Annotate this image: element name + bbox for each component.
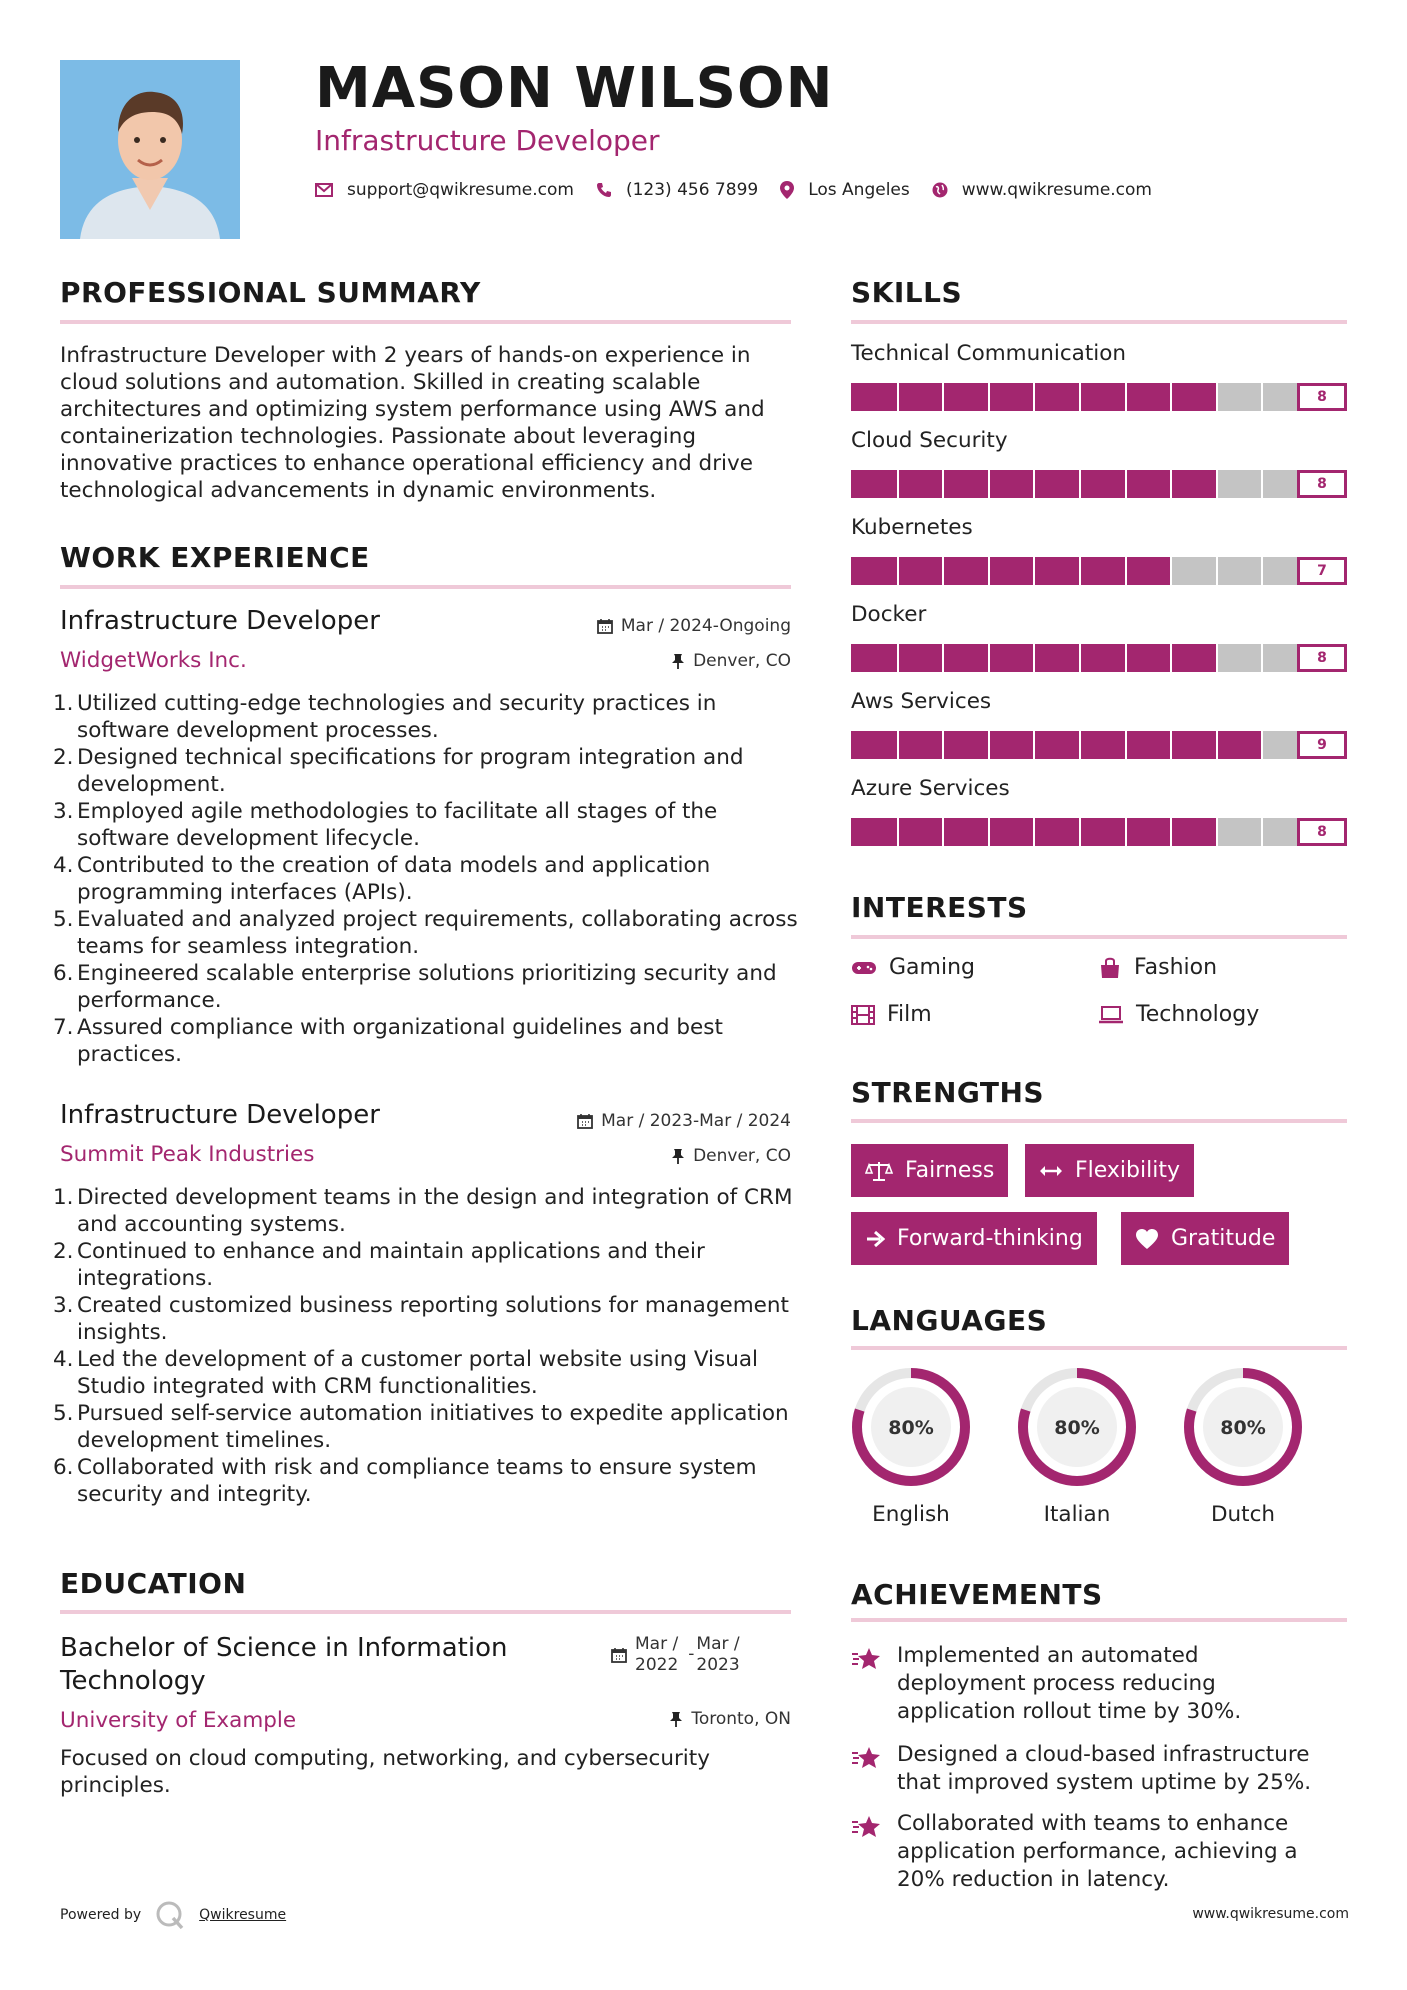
list-number: 6.	[53, 1455, 74, 1480]
language-ring	[849, 1365, 973, 1493]
list-item	[53, 798, 800, 852]
star-badge-icon	[851, 1646, 883, 1672]
list-item	[53, 1400, 800, 1454]
skill-bar-tick	[1261, 557, 1263, 585]
skill-bar-tick	[897, 644, 899, 672]
pushpin-icon	[671, 653, 685, 669]
list-item	[53, 1184, 800, 1238]
calendar-icon	[577, 1113, 593, 1129]
strength-label: Forward-thinking	[897, 1226, 1083, 1251]
phone-icon	[596, 182, 612, 198]
achievement-text: Implemented an automated deployment process reducing application rollout time by 30%.	[897, 1643, 1242, 1724]
list-number: 2.	[53, 745, 74, 770]
list-text: Employed agile methodologies to facilitate all stages of the software development lifecycle.	[77, 799, 718, 851]
job-bullet-list	[53, 1184, 800, 1508]
skill-bar-tick	[942, 731, 944, 759]
language-ring	[1181, 1365, 1305, 1493]
education-heading: EDUCATION	[60, 1567, 247, 1600]
star-badge-icon	[851, 1745, 883, 1771]
education-location-text: Toronto, ON	[691, 1709, 791, 1729]
list-item	[53, 906, 800, 960]
contact-phone-text: (123) 456 7899	[625, 180, 759, 200]
skill-score: 9	[1297, 731, 1347, 759]
list-text: Contributed to the creation of data models and application programming interfaces (APIs).	[77, 853, 711, 905]
achievements-heading: ACHIEVEMENTS	[851, 1578, 1103, 1611]
skill-bar-tick	[1216, 644, 1218, 672]
language-percent: 80%	[1220, 1417, 1266, 1439]
skill-bar-tick	[1125, 644, 1127, 672]
list-text: Designed technical specifications for program integration and development.	[77, 745, 744, 797]
contact-website-text: www.qwikresume.com	[961, 180, 1152, 200]
job-bullet-list	[53, 690, 800, 1068]
contact-website[interactable]	[932, 180, 1152, 200]
pushpin-icon	[669, 1711, 683, 1727]
candidate-name: MASON WILSON	[315, 56, 834, 121]
list-number: 4.	[53, 853, 74, 878]
skill-bar-tick	[1125, 731, 1127, 759]
skill-bar-tick	[897, 557, 899, 585]
skill-bar-tick	[1216, 818, 1218, 846]
list-text: Utilized cutting-edge technologies and security practices in software development processes.	[77, 691, 717, 743]
skill-bar-tick	[1170, 383, 1172, 411]
achievement-item	[851, 1741, 1331, 1797]
education-school: University of Example	[60, 1708, 297, 1733]
skill-bar	[851, 818, 1307, 846]
list-text: Engineered scalable enterprise solutions prioritizing security and performance.	[77, 961, 777, 1013]
skill-bar-tick	[988, 557, 990, 585]
achievement-item	[851, 1810, 1331, 1894]
skill-bar-tick	[897, 383, 899, 411]
education-dates	[611, 1634, 740, 1676]
languages-heading: LANGUAGES	[851, 1304, 1048, 1337]
skill-name: Docker	[851, 602, 927, 627]
skill-score: 8	[1297, 470, 1347, 498]
interest-label: Film	[887, 1002, 932, 1027]
job-dates-text: Mar / 2023-Mar / 2024	[601, 1111, 791, 1131]
interest-label: Technology	[1136, 1002, 1260, 1027]
list-text: Collaborated with risk and compliance teams to ensure system security and integrity.	[77, 1455, 757, 1507]
skill-bar	[851, 470, 1307, 498]
strength-badge-flexibility	[1025, 1144, 1194, 1197]
skill-bar-tick	[1079, 644, 1081, 672]
strength-label: Gratitude	[1171, 1226, 1276, 1251]
list-text: Assured compliance with organizational guidelines and best practices.	[77, 1015, 723, 1067]
skill-bar-tick	[1170, 557, 1172, 585]
footer-website[interactable]: www.qwikresume.com	[1192, 1906, 1349, 1922]
skill-bar-tick	[897, 731, 899, 759]
job-location	[671, 1146, 791, 1166]
skill-bar-tick	[1033, 557, 1035, 585]
interest-film	[851, 1002, 932, 1027]
contact-email[interactable]	[315, 180, 574, 200]
list-text: Led the development of a customer portal website using Visual Studio integrated with CRM functionalities.	[77, 1347, 759, 1399]
job-location	[671, 651, 791, 671]
skill-name: Cloud Security	[851, 428, 1008, 453]
map-pin-icon	[780, 181, 794, 199]
education-date-dash: -	[688, 1644, 695, 1664]
heart-icon	[1135, 1228, 1159, 1250]
gamepad-icon	[851, 960, 877, 976]
list-item	[53, 852, 800, 906]
skill-bar-tick	[1170, 818, 1172, 846]
skill-name: Azure Services	[851, 776, 1010, 801]
list-number: 5.	[53, 1401, 74, 1426]
skill-name: Technical Communication	[851, 341, 1127, 366]
film-icon	[851, 1005, 875, 1025]
list-item	[53, 1346, 800, 1400]
education-description: Focused on cloud computing, networking, and cybersecurity principles.	[60, 1746, 710, 1798]
list-number: 2.	[53, 1239, 74, 1264]
education-degree: Bachelor of Science in Information Technology	[60, 1633, 508, 1696]
skill-bar-tick	[942, 470, 944, 498]
skill-score: 7	[1297, 557, 1347, 585]
contact-location-text: Los Angeles	[808, 180, 910, 200]
education-start-year: 2022	[635, 1655, 679, 1675]
job-company: WidgetWorks Inc.	[60, 648, 247, 673]
skills-heading: SKILLS	[851, 276, 963, 309]
job-dates	[597, 616, 791, 636]
education-location	[669, 1709, 791, 1729]
list-number: 3.	[53, 1293, 74, 1318]
skill-bar-tick	[1170, 644, 1172, 672]
language-name: Italian	[1043, 1502, 1111, 1527]
interest-gaming	[851, 955, 975, 980]
achievements-rule	[851, 1618, 1347, 1622]
shopping-bag-icon	[1098, 956, 1122, 980]
list-number: 4.	[53, 1347, 74, 1372]
list-item	[53, 1454, 800, 1508]
skill-score: 8	[1297, 383, 1347, 411]
summary-heading: PROFESSIONAL SUMMARY	[60, 276, 481, 309]
achievement-text: Designed a cloud-based infrastructure that improved system uptime by 25%.	[897, 1742, 1312, 1795]
brand-link[interactable]: Qwikresume	[199, 1907, 287, 1923]
interest-technology	[1098, 1002, 1259, 1027]
interest-label: Gaming	[889, 955, 975, 980]
laptop-icon	[1098, 1006, 1124, 1024]
skill-bar-fill	[851, 557, 1170, 585]
languages-rule	[851, 1346, 1347, 1350]
contact-phone[interactable]	[596, 180, 758, 200]
skill-bar-fill	[851, 731, 1261, 759]
skill-bar-tick	[1033, 644, 1035, 672]
summary-text: Infrastructure Developer with 2 years of hands-on experience in cloud solutions and automation. Skilled in creating scalable architectures and optimizing system performance using AWS and containerization technologies. Passionate about leveraging innovative practices to enhance operational efficiency and drive technological advancements in dynamic environments.	[60, 343, 765, 503]
strength-badge-fairness	[851, 1144, 1008, 1197]
skill-bar-tick	[1125, 470, 1127, 498]
skill-bar-tick	[988, 731, 990, 759]
strength-badge-forward-thinking	[851, 1212, 1097, 1265]
list-text: Evaluated and analyzed project requirements, collaborating across teams for seamless integration.	[77, 907, 798, 959]
skill-bar-tick	[1261, 818, 1263, 846]
list-item	[53, 1292, 800, 1346]
interests-rule	[851, 935, 1347, 939]
skill-bar-tick	[942, 644, 944, 672]
profile-photo	[60, 60, 240, 239]
list-item	[53, 1238, 800, 1292]
skill-bar-tick	[897, 818, 899, 846]
arrow-right-icon	[865, 1230, 885, 1248]
skill-score: 8	[1297, 818, 1347, 846]
list-number: 6.	[53, 961, 74, 986]
achievement-item	[851, 1642, 1331, 1726]
experience-heading: WORK EXPERIENCE	[60, 541, 370, 574]
skill-bar	[851, 383, 1307, 411]
job-title: Infrastructure Developer	[60, 606, 380, 636]
summary-rule	[60, 320, 791, 324]
skill-bar-tick	[942, 383, 944, 411]
candidate-role: Infrastructure Developer	[315, 124, 660, 157]
job-company: Summit Peak Industries	[60, 1142, 315, 1167]
skill-bar-tick	[1261, 470, 1263, 498]
strength-label: Flexibility	[1075, 1158, 1180, 1183]
powered-by-label: Powered by	[60, 1907, 142, 1923]
skill-bar-tick	[1033, 383, 1035, 411]
list-item	[53, 960, 800, 1014]
achievement-text: Collaborated with teams to enhance application performance, achieving a 20% reduction in latency.	[897, 1811, 1298, 1892]
footer-powered-by	[60, 1900, 286, 1930]
list-number: 3.	[53, 799, 74, 824]
job-title: Infrastructure Developer	[60, 1100, 380, 1130]
skill-bar-tick	[1216, 383, 1218, 411]
job-location-text: Denver, CO	[693, 651, 791, 671]
skill-bar-tick	[1033, 470, 1035, 498]
pushpin-icon	[671, 1148, 685, 1164]
qwikresume-logo-icon	[155, 1900, 185, 1930]
contact-email-text: support@qwikresume.com	[347, 180, 574, 200]
interests-heading: INTERESTS	[851, 891, 1028, 924]
skill-bar-tick	[1079, 470, 1081, 498]
calendar-icon	[597, 618, 613, 634]
strengths-heading: STRENGTHS	[851, 1076, 1045, 1109]
education-end-year: 2023	[696, 1655, 740, 1675]
skill-bar-tick	[1216, 557, 1218, 585]
arrows-horizontal-icon	[1039, 1164, 1063, 1178]
skill-bar-tick	[897, 470, 899, 498]
strengths-rule	[851, 1119, 1347, 1123]
skill-name: Kubernetes	[851, 515, 973, 540]
list-number: 7.	[53, 1015, 74, 1040]
skill-bar-tick	[1125, 383, 1127, 411]
interest-fashion	[1098, 955, 1217, 980]
skill-bar-tick	[1170, 470, 1172, 498]
skill-bar	[851, 557, 1307, 585]
skill-bar	[851, 644, 1307, 672]
skill-bar-tick	[1079, 731, 1081, 759]
skill-bar-tick	[1170, 731, 1172, 759]
skill-score: 8	[1297, 644, 1347, 672]
language-percent: 80%	[1054, 1417, 1100, 1439]
list-number: 1.	[53, 1185, 74, 1210]
star-badge-icon	[851, 1814, 883, 1840]
education-rule	[60, 1610, 791, 1614]
experience-rule	[60, 585, 791, 589]
balance-scale-icon	[865, 1160, 893, 1182]
skill-bar-tick	[988, 818, 990, 846]
skill-bar-tick	[1261, 383, 1263, 411]
skill-bar-tick	[1079, 557, 1081, 585]
skill-bar-tick	[988, 644, 990, 672]
contact-bar	[315, 180, 1174, 200]
skill-bar-tick	[988, 383, 990, 411]
skill-bar-tick	[1033, 731, 1035, 759]
interest-label: Fashion	[1134, 955, 1218, 980]
skill-bar-tick	[1261, 731, 1263, 759]
list-number: 1.	[53, 691, 74, 716]
skill-bar-tick	[1079, 818, 1081, 846]
skills-rule	[851, 320, 1347, 324]
strength-label: Fairness	[905, 1158, 995, 1183]
skill-bar-tick	[988, 470, 990, 498]
list-number: 5.	[53, 907, 74, 932]
skill-bar-tick	[942, 557, 944, 585]
language-name: Dutch	[1210, 1502, 1276, 1527]
job-location-text: Denver, CO	[693, 1146, 791, 1166]
language-ring	[1015, 1365, 1139, 1493]
calendar-icon	[611, 1647, 627, 1663]
job-dates-text: Mar / 2024-Ongoing	[620, 616, 791, 636]
list-text: Continued to enhance and maintain applications and their integrations.	[77, 1239, 705, 1291]
list-text: Created customized business reporting solutions for management insights.	[77, 1293, 789, 1345]
skill-bar-tick	[1216, 731, 1218, 759]
skill-bar	[851, 731, 1307, 759]
list-item	[53, 690, 800, 744]
education-end-month: Mar /	[696, 1634, 740, 1654]
job-dates	[577, 1111, 791, 1131]
skill-bar-tick	[1079, 383, 1081, 411]
skill-bar-tick	[1125, 818, 1127, 846]
education-start-month: Mar /	[635, 1634, 679, 1654]
skill-bar-tick	[1216, 470, 1218, 498]
skill-bar-tick	[1261, 644, 1263, 672]
skill-bar-tick	[942, 818, 944, 846]
list-text: Directed development teams in the design and integration of CRM and accounting systems.	[77, 1185, 793, 1237]
language-percent: 80%	[888, 1417, 934, 1439]
list-item	[53, 744, 800, 798]
globe-icon	[932, 182, 948, 198]
skill-name: Aws Services	[851, 689, 992, 714]
skill-bar-tick	[1033, 818, 1035, 846]
envelope-icon	[315, 183, 333, 197]
list-text: Pursued self-service automation initiatives to expedite application development timelines.	[77, 1401, 789, 1453]
list-item	[53, 1014, 800, 1068]
contact-location	[780, 180, 910, 200]
strength-badge-gratitude	[1121, 1212, 1289, 1265]
language-name: English	[872, 1502, 950, 1527]
skill-bar-tick	[1125, 557, 1127, 585]
